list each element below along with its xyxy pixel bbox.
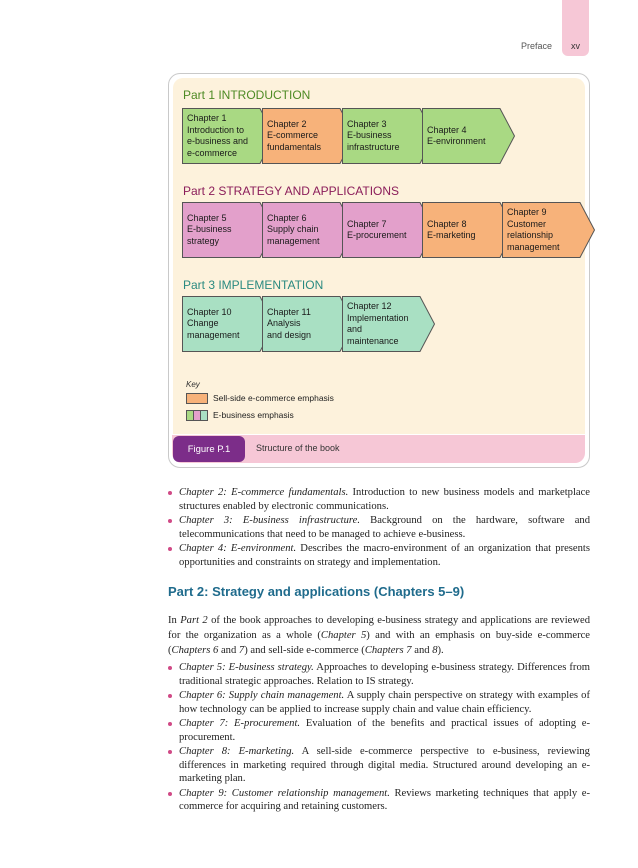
chapter-label: Chapter 3 E-business infrastructure xyxy=(347,118,400,152)
para-text: and xyxy=(411,645,433,656)
chapter-4-box xyxy=(422,108,515,164)
key-sell-side-label: Sell-side e-commerce emphasis xyxy=(213,393,334,403)
chapter-label: Chapter 4 E-environment xyxy=(427,124,486,146)
chapter-label: Chapter 5 E-business strategy xyxy=(187,212,232,246)
sell-side-swatch xyxy=(186,393,208,404)
para-ref: Part 2 xyxy=(180,615,208,626)
key-e-business-label: E-business emphasis xyxy=(213,410,294,420)
para-text: In xyxy=(168,615,181,626)
bullet-lead: Chapter 9: Customer relationship management. xyxy=(179,787,390,799)
list-item xyxy=(168,542,590,569)
chapter-label: Chapter 1 Introduction to e-business and e-commerce xyxy=(187,113,249,158)
bullet-text: Evaluation of the benefits and practical issues of adopting e-procurement. xyxy=(179,718,591,743)
chapter-12-box xyxy=(342,296,435,352)
bullet-text: Approaches to developing e-business strategy. Differences from traditional strategic approaches. Relation to IS strategy. xyxy=(179,662,590,687)
bullet-dot xyxy=(168,792,172,796)
bullet-dot xyxy=(168,519,172,523)
figure-caption: Structure of the book xyxy=(256,443,340,453)
chapter-label: Chapter 11 Analysis and design xyxy=(267,306,312,340)
running-head-label: Preface xyxy=(520,41,552,51)
list-item xyxy=(168,514,590,541)
bullet-dot xyxy=(168,694,172,698)
page-number: xv xyxy=(571,41,580,51)
folio-tab xyxy=(562,0,589,56)
chapter-bullets-part-2 xyxy=(168,661,590,815)
caption-bar xyxy=(172,435,585,463)
chapter-label: Chapter 8 E-marketing xyxy=(427,218,476,240)
teal-swatch xyxy=(200,410,208,421)
chapter-label: Chapter 7 E-procurement xyxy=(347,218,407,240)
bullet-dot xyxy=(168,722,172,726)
chapter-label: Chapter 2 E-commerce fundamentals xyxy=(267,118,322,152)
list-item xyxy=(168,717,590,744)
bullet-text: A sell-side e-commerce perspective to e-business, reviewing differences in marketing required through digital media. Structured around developing an e-marketing plan. xyxy=(179,746,590,784)
chapter-label: Chapter 10 Change management xyxy=(187,306,240,340)
para-text: of the book approaches to developing e-business strategy and applications are reviewed for the organization as a whole ( xyxy=(168,615,590,641)
intro-paragraph xyxy=(168,613,590,658)
chapter-bullets-part-1 xyxy=(168,486,590,570)
bullet-lead: Chapter 4: E-environment. xyxy=(179,543,297,554)
chapter-label: Chapter 9 Customer relationship management xyxy=(507,207,560,252)
bullet-text: Reviews marketing techniques that apply e-commerce for acquiring and retaining customers. xyxy=(179,787,591,812)
chapter-9-box xyxy=(502,202,595,258)
bullet-lead: Chapter 7: E-procurement. xyxy=(179,718,301,729)
list-item xyxy=(168,787,590,814)
para-ref: 7 xyxy=(238,645,245,656)
figure-structure-of-book xyxy=(168,73,590,468)
para-ref: Chapters 7 xyxy=(364,645,412,656)
bullet-lead: Chapter 3: E-business infrastructure. xyxy=(179,515,360,526)
para-text: ) and sell-side e-commerce ( xyxy=(244,645,365,656)
bullet-dot xyxy=(168,491,172,495)
chapter-label: Chapter 6 Supply chain management xyxy=(267,212,320,246)
bullet-dot xyxy=(168,666,172,670)
part-1-title: Part 1 INTRODUCTION xyxy=(183,88,311,102)
bullet-lead: Chapter 6: Supply chain management. xyxy=(179,690,345,701)
list-item xyxy=(168,745,590,786)
bullet-text: Describes the macro-environment of an organization that presents opportunities and constraints on strategy and implementation. xyxy=(179,543,590,568)
para-text: ) and with an emphasis on buy-side e-commerce ( xyxy=(168,630,591,656)
bullet-dot xyxy=(168,750,172,754)
list-item xyxy=(168,486,590,513)
bullet-text: A supply chain perspective on strategy with examples of how technology can be applied to increase supply chain and value chain efficiency. xyxy=(179,690,590,715)
chapter-label: Chapter 12 Implementation and maintenance xyxy=(347,301,409,346)
para-text: ). xyxy=(437,645,444,656)
bullet-dot xyxy=(168,547,172,551)
para-ref: Chapter 5 xyxy=(320,630,367,641)
part-2-title: Part 2 STRATEGY AND APPLICATIONS xyxy=(183,184,400,198)
list-item xyxy=(168,661,590,688)
bullet-lead: Chapter 8: E-marketing. xyxy=(179,746,295,757)
list-item xyxy=(168,689,590,716)
bullet-lead: Chapter 2: E-commerce fundamentals. xyxy=(179,487,349,498)
bullet-text: Background on the hardware, software and telecommunications that need to be managed to achieve e-business. xyxy=(179,515,590,540)
para-ref: 8 xyxy=(432,645,438,656)
section-heading: Part 2: Strategy and applications (Chapters 5–9) xyxy=(168,584,465,599)
running-head xyxy=(0,0,638,56)
bullet-text: Introduction to new business models and marketplace structures enabled by electronic communications. xyxy=(179,487,590,512)
key-title: Key xyxy=(186,380,200,389)
para-text: and xyxy=(218,645,239,656)
part-3-title: Part 3 IMPLEMENTATION xyxy=(183,278,324,292)
bullet-lead: Chapter 5: E-business strategy. xyxy=(179,662,314,673)
figure-label: Figure P.1 xyxy=(173,436,245,462)
para-ref: Chapters 6 xyxy=(171,645,219,656)
